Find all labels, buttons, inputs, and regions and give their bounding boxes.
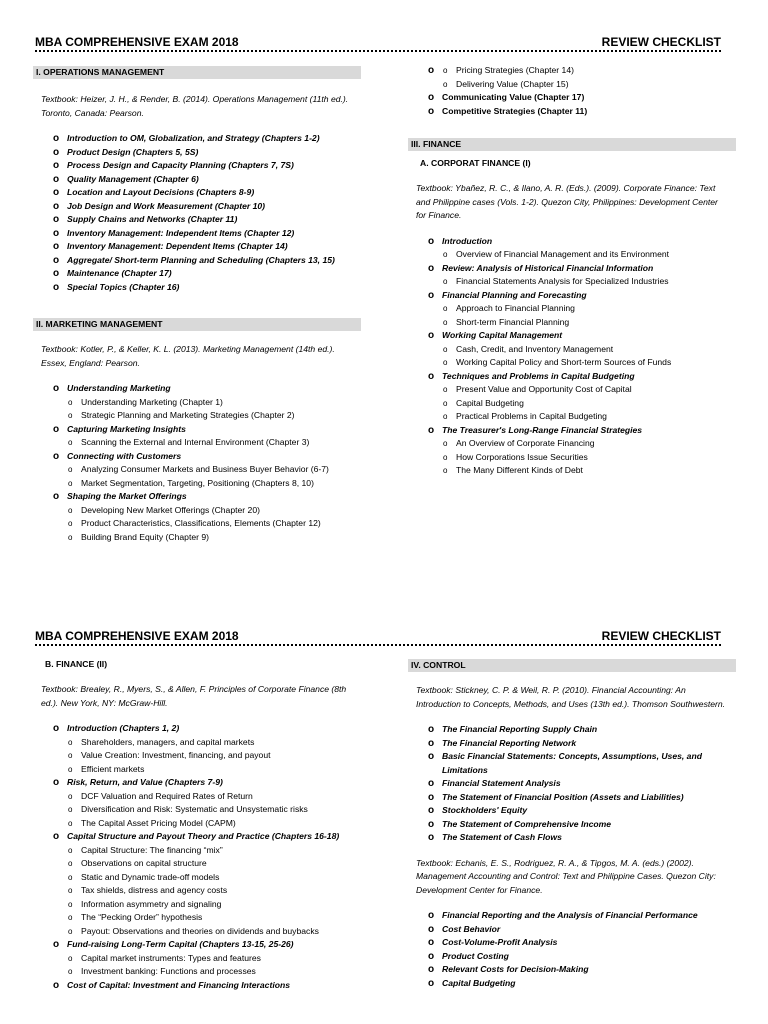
list-item (33, 938, 361, 979)
list-item-label: Market Segmentation, Targeting, Positioning (Chapters 8, 10) (81, 477, 314, 488)
list-item (442, 302, 736, 316)
list-item-label: Shaping the Market Offerings (67, 491, 187, 501)
list-item (33, 173, 361, 187)
list-item (67, 871, 361, 885)
list-item-label: Capital Budgeting (442, 977, 516, 988)
sub-list (67, 952, 361, 979)
list-item (33, 267, 361, 281)
list-item (67, 409, 361, 423)
list-item-label: Static and Dynamic trade-off models (81, 871, 220, 882)
list-item-label: Quality Management (Chapter 6) (67, 173, 199, 184)
list-item (442, 64, 736, 78)
list-item (408, 777, 736, 791)
list-item (67, 517, 361, 531)
list-item (33, 979, 361, 993)
list-item-label: Techniques and Problems in Capital Budgeting (442, 370, 635, 381)
sub-list (442, 64, 736, 91)
list-item-label: Basic Financial Statements: Concepts, Assumptions, Uses, and Limitations (442, 751, 702, 775)
list-item-label: The Financial Reporting Network (442, 737, 577, 748)
list-item-label: Location and Layout Decisions (Chapters 8-9) (67, 187, 255, 197)
list-item-label: Introduction (442, 235, 493, 246)
list-item-label: Stockholders' Equity (442, 805, 528, 815)
list-item-label: Special Topics (Chapter 16) (67, 281, 180, 292)
list-item (33, 227, 361, 241)
list-item-label: The Financial Reporting Supply Chain (442, 724, 598, 734)
list-item-label: The Many Different Kinds of Debt (456, 465, 583, 475)
finance-2-topic-list (33, 722, 361, 992)
sub-list (442, 302, 736, 329)
list-item-label: Developing New Market Offerings (Chapter 20) (81, 504, 260, 515)
list-item (408, 963, 736, 977)
textbook-control-2: Textbook: Echanis, E. S., Rodriguez, R. A., & Tipgos, M. A. (eds.) (2002). Management Accounting and Control: Text and Philippine Cases. Quezon City: Development Center for Finance. (416, 857, 716, 895)
list-item-label: Efficient markets (81, 763, 145, 774)
marketing-continued-list (408, 64, 736, 91)
list-item-label: Product Design (Chapters 5, 5S) (67, 146, 199, 157)
section-heading-operations: I. OPERATIONS MANAGEMENT (33, 66, 361, 79)
list-item-label: Financial Statement Analysis (442, 778, 561, 788)
right-column (408, 659, 736, 990)
list-item-label: The Capital Asset Pricing Model (CAPM) (81, 817, 236, 828)
right-column (408, 64, 736, 478)
list-item-label: Shareholders, managers, and capital markets (81, 736, 255, 747)
list-item-label: Scanning the External and Internal Environment (Chapter 3) (81, 437, 310, 447)
list-item (408, 370, 736, 424)
list-item (67, 790, 361, 804)
list-item-label: Capital Structure and Payout Theory and Practice (Chapters 16-18) (67, 831, 340, 841)
list-item-label: Aggregate/ Short-term Planning and Scheduling (Chapters 13, 15) (67, 254, 335, 265)
list-item-label: Delivering Value (Chapter 15) (456, 78, 569, 89)
list-item-label: Financial Reporting and the Analysis of Financial Performance (442, 910, 698, 920)
list-item-label: Cost of Capital: Investment and Financing Interactions (67, 979, 290, 990)
sub-list (67, 504, 361, 545)
list-item-label: Understanding Marketing (67, 383, 171, 393)
list-item (408, 936, 736, 950)
textbook-finance-2: Textbook: Brealey, R., Myers, S., & Allen, F. Principles of Corporate Finance (8th ed.). New York, NY: McGraw-Hill. (41, 684, 347, 708)
list-item (408, 750, 736, 777)
list-item-label: Risk, Return, and Value (Chapters 7-9) (67, 777, 223, 787)
list-item-label: Capital Structure: The financing “mix” (81, 844, 223, 855)
list-item (33, 281, 361, 295)
textbook-control-1: Textbook: Stickney, C. P. & Weil, R. P. (2010). Financial Accounting: An Introduction to Concepts, Methods, and Uses (13th ed.). Thomson Southwestern. (416, 685, 726, 709)
list-item (67, 911, 361, 925)
exam-title: MBA COMPREHENSIVE EXAM 2018 (35, 629, 239, 643)
list-item (33, 450, 361, 491)
list-item (442, 316, 736, 330)
list-item-label: Payout: Observations and theories on dividends and buybacks (81, 925, 319, 936)
marketing-topic-list (33, 382, 361, 544)
operations-topic-list (33, 132, 361, 294)
list-item-label: The Treasurer's Long-Range Financial Strategies (442, 424, 643, 435)
list-item-label: Diversification and Risk: Systematic and Unsystematic risks (81, 804, 308, 814)
page-header (35, 36, 721, 52)
list-item-label: Capital market instruments: Types and features (81, 952, 261, 963)
list-item (33, 200, 361, 214)
list-item-label: Job Design and Work Measurement (Chapter 10) (67, 200, 266, 211)
list-item-label: The Statement of Financial Position (Assets and Liabilities) (442, 791, 684, 802)
list-item-label: Relevant Costs for Decision-Making (442, 964, 589, 974)
list-item (33, 146, 361, 160)
list-item (442, 383, 736, 397)
section-heading-marketing: II. MARKETING MANAGEMENT (33, 318, 361, 331)
checklist-title: REVIEW CHECKLIST (601, 35, 721, 49)
list-item (442, 451, 736, 465)
list-item-label: Cash, Credit, and Inventory Management (456, 343, 614, 354)
list-item (33, 240, 361, 254)
list-item-label: Fund-raising Long-Term Capital (Chapters 13-15, 25-26) (67, 939, 294, 949)
sub-list (442, 437, 736, 478)
list-item (67, 504, 361, 518)
list-item-label: An Overview of Corporate Financing (456, 438, 595, 448)
list-item-label: Process Design and Capacity Planning (Chapters 7, 7S) (67, 160, 294, 170)
list-item (67, 477, 361, 491)
page-2 (0, 612, 768, 1024)
list-item (442, 78, 736, 92)
list-item-label: Competitive Strategies (Chapter 11) (442, 105, 588, 116)
list-item-label: Financial Planning and Forecasting (442, 289, 587, 300)
list-item-label: Introduction (Chapters 1, 2) (67, 723, 180, 733)
list-item-label: Cost Behavior (442, 923, 501, 934)
list-item-label: Introduction to OM, Globalization, and Strategy (Chapters 1-2) (67, 133, 320, 143)
subheading-finance-2: B. FINANCE (II) (45, 659, 108, 669)
list-item (442, 275, 736, 289)
list-item-label: Product Costing (442, 950, 509, 961)
list-item (67, 925, 361, 939)
list-item (408, 235, 736, 262)
list-item (408, 737, 736, 751)
list-item (33, 722, 361, 776)
list-item (67, 736, 361, 750)
list-item (408, 329, 736, 370)
textbook-marketing: Textbook: Kotler, P., & Keller, K. L. (2013). Marketing Management (14th ed.). Essex, England: Pearson. (41, 344, 335, 368)
sub-list (442, 248, 736, 262)
list-item-label: How Corporations Issue Securities (456, 451, 588, 462)
list-item-label: Pricing Strategies (Chapter 14) (456, 65, 574, 75)
sub-list (67, 790, 361, 831)
list-item (67, 531, 361, 545)
list-item (408, 91, 736, 105)
exam-title: MBA COMPREHENSIVE EXAM 2018 (35, 35, 239, 49)
list-item (33, 186, 361, 200)
list-item-label: Communicating Value (Chapter 17) (442, 92, 585, 102)
list-item-label: Analyzing Consumer Markets and Business Buyer Behavior (6-7) (81, 464, 329, 474)
subheading-corporate-finance: A. CORPORAT FINANCE (I) (420, 158, 531, 168)
list-item (408, 424, 736, 478)
section-heading-finance: III. FINANCE (408, 138, 736, 151)
list-item (442, 410, 736, 424)
list-item-label: Financial Statements Analysis for Specialized Industries (456, 276, 669, 286)
list-item (67, 857, 361, 871)
list-item-label: Working Capital Policy and Short-term Sources of Funds (456, 357, 672, 367)
list-item (408, 289, 736, 330)
list-item-label: Value Creation: Investment, financing, and payout (81, 750, 271, 760)
list-item (408, 923, 736, 937)
sub-list (442, 343, 736, 370)
list-item (442, 437, 736, 451)
checklist-title: REVIEW CHECKLIST (601, 629, 721, 643)
list-item (33, 213, 361, 227)
list-item-label: Inventory Management: Dependent Items (Chapter 14) (67, 241, 288, 251)
list-item (442, 464, 736, 478)
list-item (408, 909, 736, 923)
list-item-label: Information asymmetry and signaling (81, 898, 222, 909)
list-item (33, 132, 361, 146)
list-item-label: Short-term Financial Planning (456, 316, 570, 327)
list-item (408, 831, 736, 845)
list-item-label: Tax shields, distress and agency costs (81, 885, 228, 895)
list-item-label: The Statement of Comprehensive Income (442, 818, 612, 829)
list-item (67, 817, 361, 831)
list-item (33, 830, 361, 938)
list-item-label: Understanding Marketing (Chapter 1) (81, 396, 223, 407)
left-column (33, 658, 361, 992)
list-item (67, 952, 361, 966)
list-item (33, 254, 361, 268)
list-item (442, 343, 736, 357)
list-item (408, 64, 736, 91)
sub-list (442, 383, 736, 424)
list-item-label: Capturing Marketing Insights (67, 423, 186, 434)
control-topic-list-1 (408, 723, 736, 845)
list-item-label: Investment banking: Functions and processes (81, 966, 256, 976)
sub-list (67, 844, 361, 939)
list-item-label: Supply Chains and Networks (Chapter 11) (67, 214, 238, 224)
list-item-label: Review: Analysis of Historical Financial Information (442, 262, 654, 273)
sub-list (67, 436, 361, 450)
list-item-label: Observations on capital structure (81, 858, 207, 868)
list-item (67, 884, 361, 898)
list-item-label: DCF Valuation and Required Rates of Return (81, 790, 253, 801)
list-item-label: Overview of Financial Management and its Environment (456, 249, 670, 259)
list-item-label: Product Characteristics, Classifications, Elements (Chapter 12) (81, 518, 321, 528)
list-item-label: Maintenance (Chapter 17) (67, 268, 172, 278)
list-item-label: Present Value and Opportunity Cost of Capital (456, 384, 632, 394)
list-item (408, 950, 736, 964)
list-item (67, 463, 361, 477)
sub-list (67, 463, 361, 490)
sub-list (442, 275, 736, 289)
list-item (408, 105, 736, 119)
list-item (67, 763, 361, 777)
list-item-label: The “Pecking Order” hypothesis (81, 912, 203, 922)
list-item-label: Approach to Financial Planning (456, 303, 575, 313)
list-item-label: Working Capital Management (442, 330, 563, 340)
finance-topic-list (408, 235, 736, 478)
sub-list (67, 396, 361, 423)
marketing-continued-items (408, 91, 736, 118)
list-item (67, 898, 361, 912)
list-item-label: Cost-Volume-Profit Analysis (442, 937, 558, 947)
textbook-operations: Textbook: Heizer, J. H., & Render, B. (2014). Operations Management (11th ed.). Toronto, Canada: Pearson. (41, 94, 349, 118)
list-item (442, 356, 736, 370)
list-item (408, 818, 736, 832)
list-item (67, 396, 361, 410)
page-header (35, 630, 721, 646)
sub-list (67, 736, 361, 777)
list-item-label: Capital Budgeting (456, 397, 524, 408)
control-topic-list-2 (408, 909, 736, 990)
list-item (67, 844, 361, 858)
list-item-label: Inventory Management: Independent Items (Chapter 12) (67, 227, 295, 238)
list-item (67, 749, 361, 763)
list-item-label: Building Brand Equity (Chapter 9) (81, 531, 210, 542)
list-item (408, 262, 736, 289)
list-item-label: The Statement of Cash Flows (442, 832, 562, 842)
list-item-label: Practical Problems in Capital Budgeting (456, 411, 607, 421)
list-item (33, 423, 361, 450)
list-item (33, 159, 361, 173)
list-item (442, 248, 736, 262)
list-item (33, 776, 361, 830)
list-item (67, 436, 361, 450)
textbook-finance-1: Textbook: Ybañez, R. C., & Ilano, A. R. (Eds.). (2009). Corporate Finance: Text and Philippine cases (Vols. 1-2). Quezon City, Philippines: Development Center for Finance. (416, 183, 718, 220)
section-heading-control: IV. CONTROL (408, 659, 736, 672)
list-item-label: Connecting with Customers (67, 450, 182, 461)
list-item (33, 382, 361, 423)
list-item (442, 397, 736, 411)
left-column (33, 66, 361, 544)
list-item (408, 804, 736, 818)
list-item (408, 791, 736, 805)
list-item-label: Strategic Planning and Marketing Strategies (Chapter 2) (81, 410, 295, 420)
list-item (67, 965, 361, 979)
list-item (408, 977, 736, 991)
list-item (408, 723, 736, 737)
list-item (67, 803, 361, 817)
list-item (33, 490, 361, 544)
